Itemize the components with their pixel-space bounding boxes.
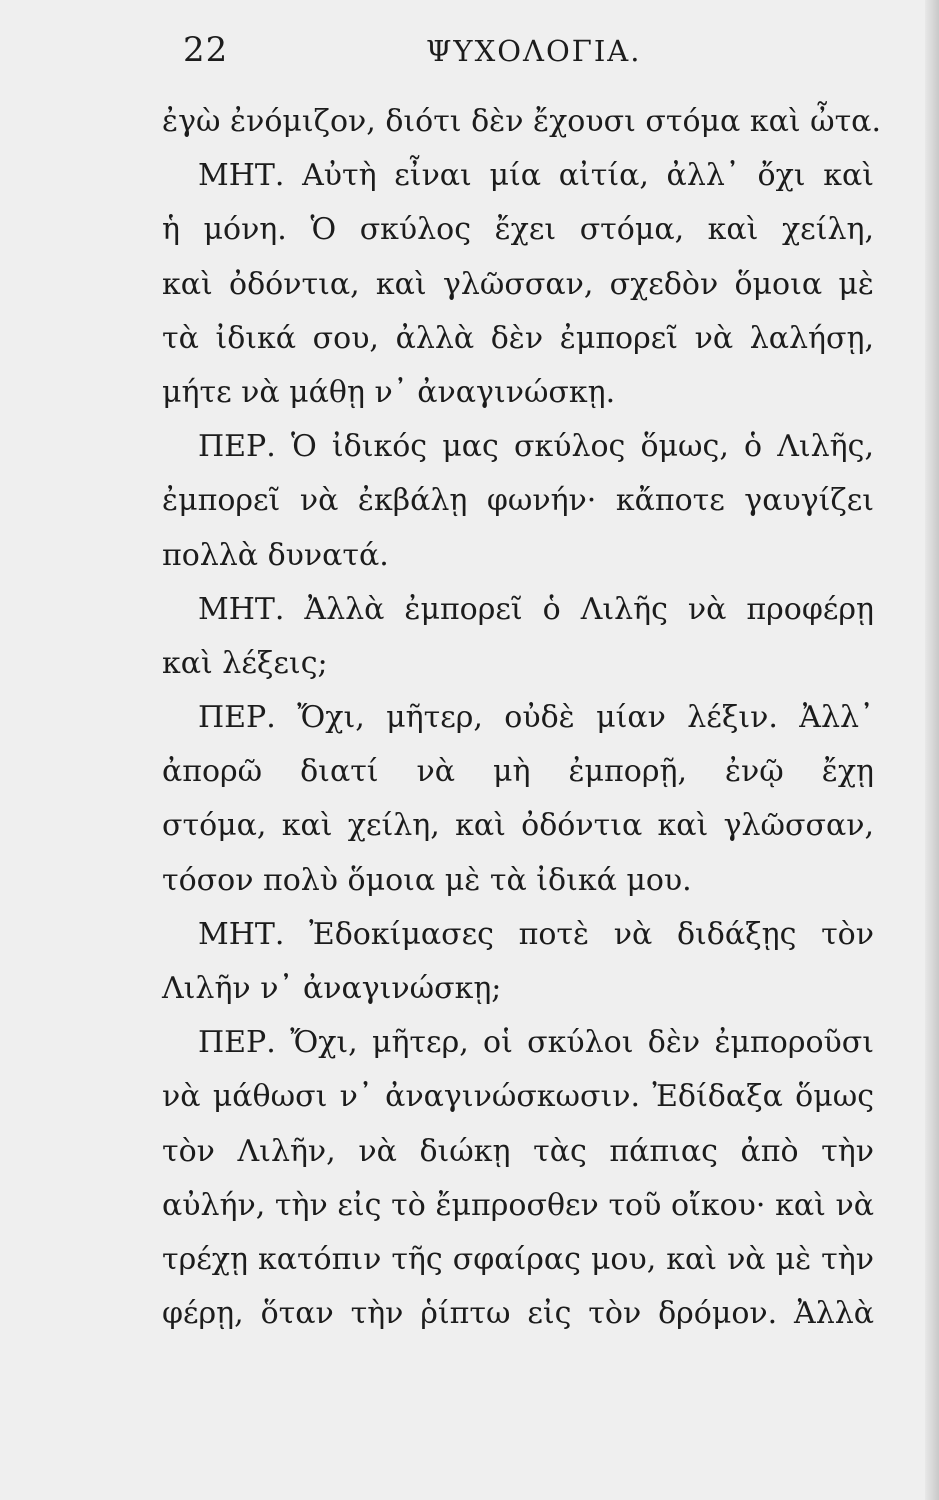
text-line: ΜΗΤ. Αὐτὴ εἶναι μία αἰτία, ἀλλ᾽ ὄχι καὶ [198,158,874,194]
text-line: καὶ λέξεις; [162,645,328,681]
text-line: ΠΕΡ. Ὄχι, μῆτερ, οὐδὲ μίαν λέξιν. Ἀλλ᾽ [198,700,874,736]
text-line: ἐγὼ ἐνόμιζον, διότι δὲν ἔχουσι στόμα καὶ ὦτα. [162,104,881,139]
text-line: ἀπορῶ διατί νὰ μὴ ἐμπορῇ, ἐνῷ ἔχῃ [162,754,874,790]
page-number: 22 [183,30,229,70]
text-line: ΠΕΡ. Ὁ ἰδικός μας σκύλος ὅμως, ὁ Λιλῆς, [198,429,874,465]
body-text [162,95,881,1341]
text-line: ΜΗΤ. Ἐδοκίμασες ποτὲ νὰ διδάξῃς τὸν [198,916,874,952]
text-line: φέρῃ, ὅταν τὴν ῥίπτω εἰς τὸν δρόμον. Ἀλλὰ [162,1296,874,1332]
text-line: ΜΗΤ. Ἀλλὰ ἐμπορεῖ ὁ Λιλῆς νὰ προφέρῃ [198,591,874,627]
running-head: ΨΥΧΟΛΟΓΙΑ. [426,34,642,68]
text-line: καὶ ὀδόντια, καὶ γλῶσσαν, σχεδὸν ὅμοια μὲ [162,266,874,302]
page-edge-shadow [925,0,939,1500]
text-line: τὸν Λιλῆν, νὰ διώκῃ τὰς πάπιας ἀπὸ τὴν [162,1133,874,1169]
text-line: αὐλήν, τὴν εἰς τὸ ἔμπροσθεν τοῦ οἴκου· καὶ νὰ [162,1187,874,1223]
text-line: στόμα, καὶ χείλη, καὶ ὀδόντια καὶ γλῶσσαν, [162,808,874,844]
text-line: μήτε νὰ μάθῃ ν᾽ ἀναγινώσκῃ. [162,374,616,410]
text-line: Λιλῆν ν᾽ ἀναγινώσκῃ; [162,971,502,1006]
text-line: τόσον πολὺ ὅμοια μὲ τὰ ἰδικά μου. [162,862,692,898]
text-line: πολλὰ δυνατά. [162,537,389,573]
text-line: τρέχῃ κατόπιν τῆς σφαίρας μου, καὶ νὰ μὲ τὴν [162,1241,874,1277]
page-header [0,30,939,80]
text-line: ἐμπορεῖ νὰ ἐκβάλῃ φωνήν· κἄποτε γαυγίζει [162,483,874,519]
text-line: τὰ ἰδικά σου, ἀλλὰ δὲν ἐμπορεῖ νὰ λαλήσῃ, [162,320,874,356]
text-line: ἡ μόνη. Ὁ σκύλος ἔχει στόμα, καὶ χείλη, [162,212,874,248]
text-line: νὰ μάθωσι ν᾽ ἀναγινώσκωσιν. Ἐδίδαξα ὅμως [162,1079,874,1115]
text-line: ΠΕΡ. Ὄχι, μῆτερ, οἱ σκύλοι δὲν ἐμποροῦσι [198,1025,874,1061]
